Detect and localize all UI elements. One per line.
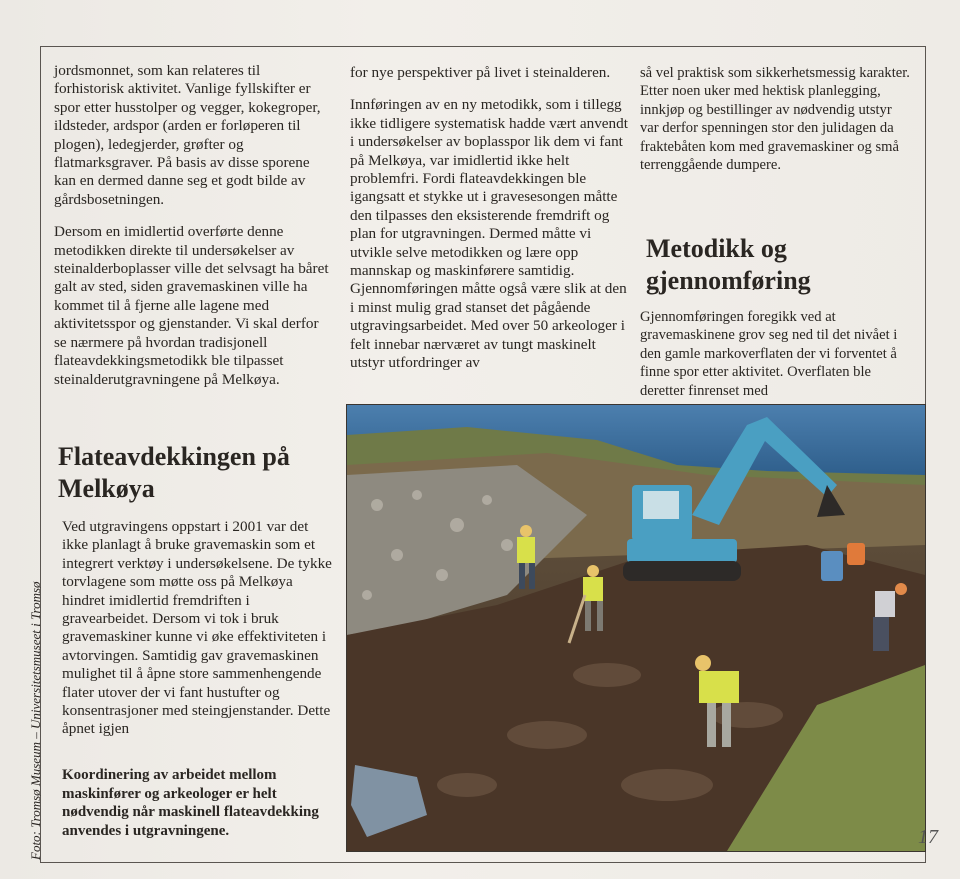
column-1-continued xyxy=(62,518,338,753)
column-3 xyxy=(640,64,912,188)
photo-credit: Foto: Tromsø Museum – Universitetsmuseet i Tromsø xyxy=(28,581,43,860)
page-number: 17 xyxy=(918,826,938,848)
bucket xyxy=(847,543,865,565)
paragraph: Ved utgravingens oppstart i 2001 var det ikke planlagt å bruke gravemaskin som et integrert verktøy i undersøkelsene. De tykke torvlagene som møtte oss på Melkøya hindret imidlertid fremdriften i gravearbeidet. Dersom vi tok i bruk gravemaskiner kunne vi øke effektiviteten i avtorvingen. Samtidig gav gravemaskinen mulighet til å åpne store sammenhengende flater utover der vi fant hustufter og konsentrasjoner med steingjenstander. Dette åpnet igjen xyxy=(62,518,332,738)
paragraph: jordsmonnet, som kan relateres til forhistorisk aktivitet. Vanlige fyllskifter er spor etter husstolper og vegger, kokegroper, ildsteder, ardspor (arden er forløperen til plogen), ledegjerder, grøfter og flatmarksgraver. På basis av disse sporene kan en dermed danne seg et godt bilde av gårdsbosetningen. xyxy=(54,62,321,208)
paragraph: Innføringen av en ny metodikk, som i tillegg ikke tidligere systematisk hadde vært anvendt i undersøkelser av boplasspor lik dem vi fant på Melkøya, var imidlertid ikke helt problemfri. Fordi flateavdekkingen ble igangsatt et stykke ut i gravesesongen måtte den tilpasses den eksisterende fremdrift og plan for utgravningen. Dermed måtte vi utvikle selve metodikken og lære opp mannskap og maskinførere samtidig. Gjennomføringen måtte også være slik at den i minst mulig grad stanset det pågående utgravingsarbeidet. Med over 50 arkeologer i felt innebar nærværet av tungt maskinelt utstyr utfordringer av xyxy=(350,96,628,372)
paragraph: så vel praktisk som sikkerhetsmessig karakter. Etter noen uker med hektisk planlegging, innkjøp og bestillinger av nødvendig utstyr var derfor spenningen stor den julidagen da fraktebåten kom med gravemaskiner og små terrenggående dumpere. xyxy=(640,65,910,174)
column-1 xyxy=(54,62,332,403)
paragraph: Dersom en imidlertid overførte denne metodikken direkte til undersøkelser av steinalderboplasser ville det selvsagt ha båret galt av sted, siden gravemaskinen ville ha kommet til å fjerne alle lagene med aktivitetsspor og gjenstander. Vi skal derfor se nærmere på hvordan tradisjonell flateavdekkingsmetodikk ble tilpasset steinalderutgravningene på Melkøya. xyxy=(54,223,329,388)
column-3-continued xyxy=(640,308,912,414)
section-heading-metodikk: Metodikk og gjennomføring xyxy=(646,234,811,295)
paragraph: for nye perspektiver på livet i steinalderen. xyxy=(350,64,611,81)
section-heading-flateavdekkingen: Flateavdekkingen på Melkøya xyxy=(58,442,290,503)
excavation-photo xyxy=(346,404,926,852)
column-2 xyxy=(350,64,628,387)
photo-caption: Koordinering av arbeidet mellom maskinfører og arkeologer er helt nødvendig når maskinell flateavdekking anvendes i utgravningene. xyxy=(62,767,319,839)
paragraph: Gjennomføringen foregikk ved at gravemaskinene grov seg ned til det nivået i den gamle markoverflaten der vi forventet å finne spor etter aktivitet. Overflaten ble deretter finrenset med xyxy=(640,309,898,399)
barrel xyxy=(821,551,843,581)
